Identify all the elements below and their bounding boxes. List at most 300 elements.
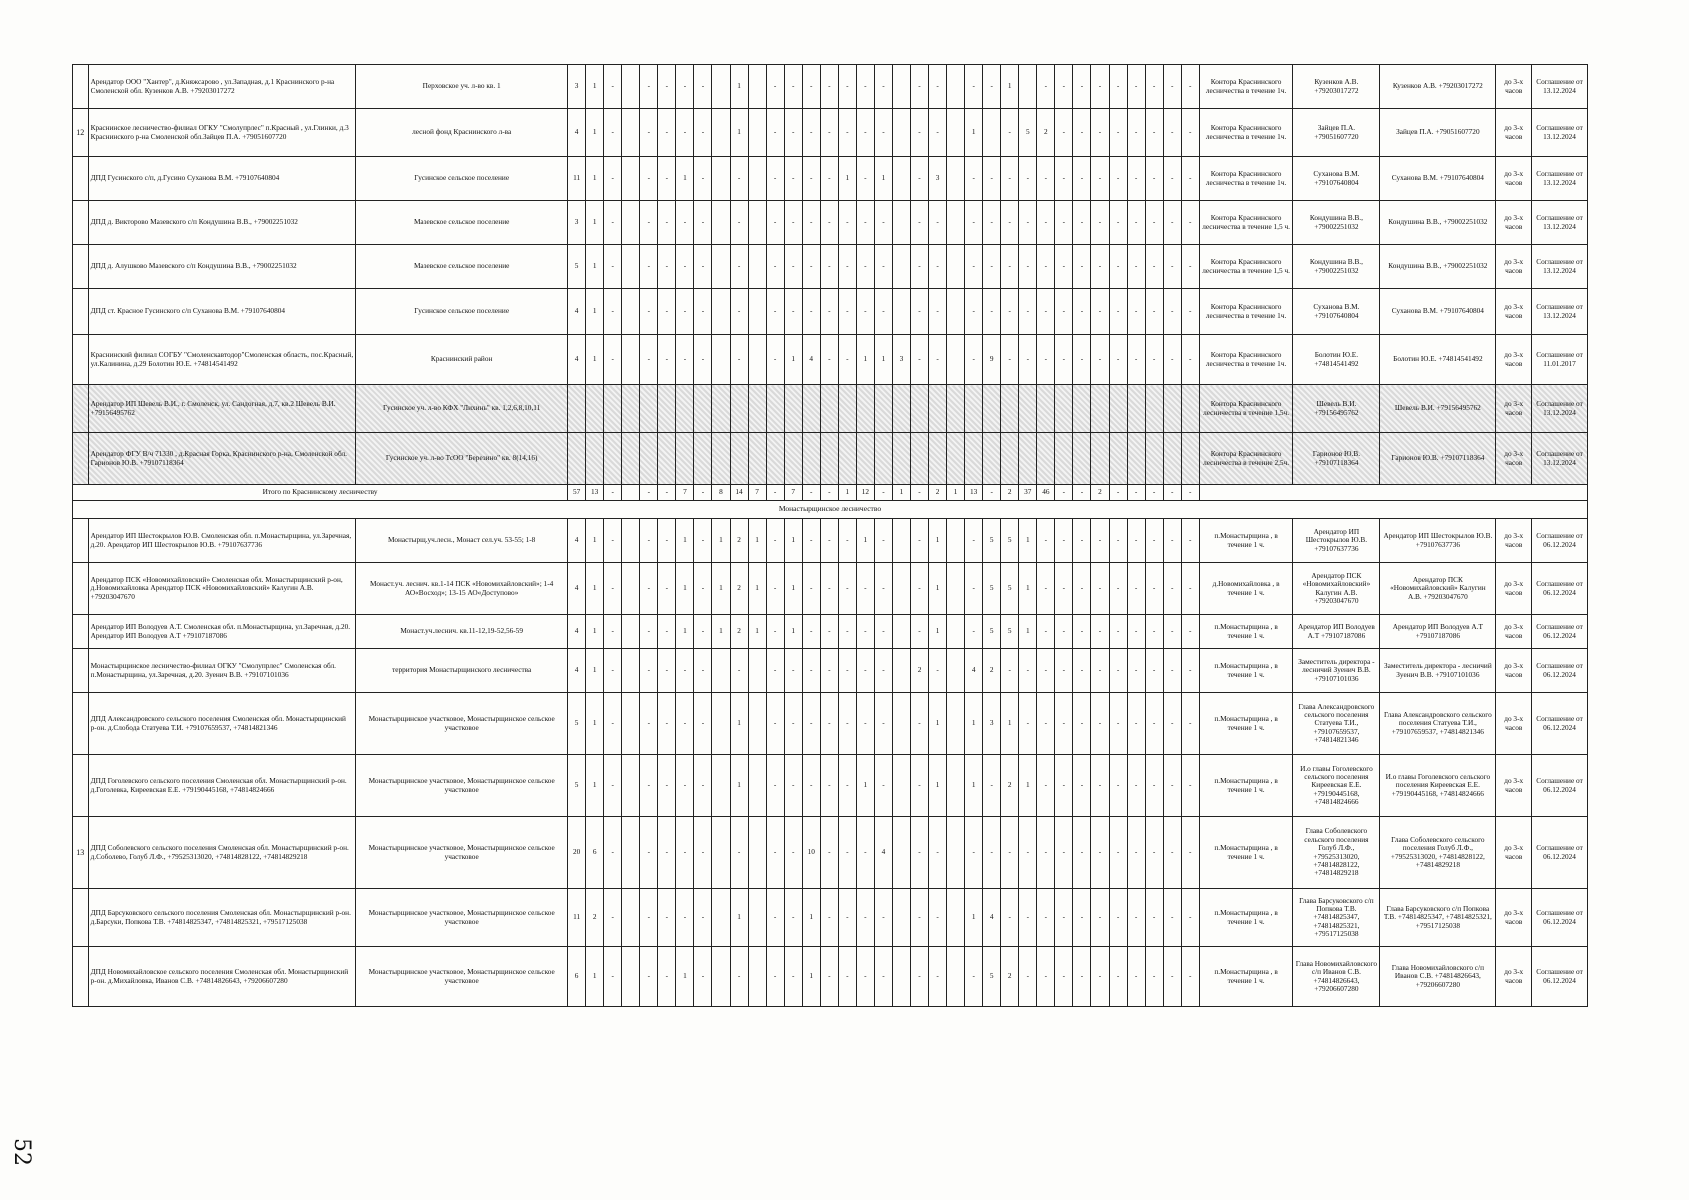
- count-cell: -: [694, 157, 712, 201]
- count-cell: -: [1037, 817, 1055, 889]
- count-cell: -: [1145, 693, 1163, 755]
- count-cell: -: [1091, 519, 1109, 563]
- contact-cell: Кондушина В.В., +79002251032: [1380, 201, 1496, 245]
- count-cell: [892, 433, 910, 485]
- count-cell: -: [929, 817, 947, 889]
- count-cell: 1: [586, 65, 604, 109]
- count-cell: -: [766, 519, 784, 563]
- count-cell: [622, 649, 640, 693]
- count-cell: 1: [1001, 693, 1019, 755]
- count-cell: -: [1019, 693, 1037, 755]
- agreement-cell: Соглашение от 13.12.2024: [1532, 201, 1588, 245]
- count-cell: -: [676, 817, 694, 889]
- count-cell: -: [676, 201, 694, 245]
- count-cell: -: [965, 519, 983, 563]
- count-cell: -: [929, 649, 947, 693]
- count-cell: [586, 433, 604, 485]
- total-cell: -: [658, 485, 676, 501]
- count-cell: -: [1145, 817, 1163, 889]
- count-cell: -: [911, 289, 929, 335]
- count-cell: [1055, 433, 1073, 485]
- count-cell: -: [1163, 65, 1181, 109]
- count-cell: -: [1145, 755, 1163, 817]
- location-cell: Монастырщинское участковое, Монастырщинское сельское участковое: [356, 755, 568, 817]
- count-cell: -: [820, 563, 838, 615]
- count-cell: -: [856, 693, 874, 755]
- table-row: [73, 693, 1588, 755]
- count-cell: [730, 433, 748, 485]
- count-cell: -: [1091, 157, 1109, 201]
- responsible-cell: Глава Барсуковского с/п Попкова Т.В. +74814825347, +74814825321, +79517125038: [1293, 889, 1380, 947]
- count-cell: -: [766, 889, 784, 947]
- count-cell: -: [820, 889, 838, 947]
- count-cell: -: [1127, 289, 1145, 335]
- count-cell: -: [802, 289, 820, 335]
- count-cell: 2: [730, 615, 748, 649]
- count-cell: -: [1001, 245, 1019, 289]
- row-number: [73, 889, 89, 947]
- office-cell: Контора Краснинского лесничества в течение 1ч.: [1199, 109, 1293, 157]
- count-cell: 1: [676, 157, 694, 201]
- count-cell: -: [640, 649, 658, 693]
- count-cell: 5: [1019, 109, 1037, 157]
- count-cell: 1: [730, 65, 748, 109]
- responsible-cell: Глава Александровского сельского поселения Статуева Т.И., +79107659537, +74814821346: [1293, 693, 1380, 755]
- table-row: [73, 649, 1588, 693]
- count-cell: -: [820, 693, 838, 755]
- count-cell: -: [1163, 615, 1181, 649]
- count-cell: -: [694, 615, 712, 649]
- count-cell: [947, 335, 965, 385]
- count-cell: -: [658, 245, 676, 289]
- count-cell: [838, 433, 856, 485]
- count-cell: -: [838, 817, 856, 889]
- count-cell: [947, 385, 965, 433]
- row-number: [73, 385, 89, 433]
- count-cell: -: [730, 947, 748, 1007]
- count-cell: [892, 755, 910, 817]
- count-cell: [892, 201, 910, 245]
- count-cell: -: [983, 755, 1001, 817]
- count-cell: -: [658, 947, 676, 1007]
- count-cell: -: [1145, 109, 1163, 157]
- count-cell: -: [1145, 245, 1163, 289]
- count-cell: -: [1163, 289, 1181, 335]
- count-cell: 4: [568, 649, 586, 693]
- count-cell: 3: [568, 201, 586, 245]
- location-cell: Мазевское сельское поселение: [356, 245, 568, 289]
- count-cell: -: [1145, 201, 1163, 245]
- count-cell: -: [1037, 755, 1055, 817]
- count-cell: -: [1019, 245, 1037, 289]
- count-cell: [820, 385, 838, 433]
- count-cell: 1: [784, 563, 802, 615]
- count-cell: -: [1127, 201, 1145, 245]
- count-cell: [947, 947, 965, 1007]
- count-cell: -: [1181, 201, 1199, 245]
- count-cell: -: [856, 245, 874, 289]
- row-number: [73, 201, 89, 245]
- count-cell: [947, 109, 965, 157]
- count-cell: [712, 65, 730, 109]
- count-cell: 4: [568, 615, 586, 649]
- section-title: Монастырщинское лесничество: [73, 501, 1588, 519]
- agreement-cell: Соглашение от 13.12.2024: [1532, 157, 1588, 201]
- count-cell: [929, 433, 947, 485]
- arrival-time-cell: до 3-х часов: [1496, 563, 1532, 615]
- responsible-cell: Болотин Ю.Е. +74814541492: [1293, 335, 1380, 385]
- count-cell: -: [1163, 947, 1181, 1007]
- count-cell: -: [929, 335, 947, 385]
- count-cell: -: [911, 157, 929, 201]
- count-cell: -: [1127, 817, 1145, 889]
- count-cell: -: [1055, 65, 1073, 109]
- count-cell: [748, 65, 766, 109]
- count-cell: [622, 615, 640, 649]
- count-cell: -: [1073, 65, 1091, 109]
- count-cell: 4: [568, 335, 586, 385]
- contact-cell: Кузенков А.В. +79203017272: [1380, 65, 1496, 109]
- count-cell: -: [640, 335, 658, 385]
- row-number: [73, 755, 89, 817]
- organization-cell: ДПД Александровского сельского поселения Смоленская обл. Монастырщинский р-он. д.Слобода Статуева Т.И. +79107659537, +74814821346: [88, 693, 356, 755]
- count-cell: -: [820, 245, 838, 289]
- location-cell: Монастырщинское участковое, Монастырщинское сельское участковое: [356, 693, 568, 755]
- count-cell: [838, 385, 856, 433]
- count-cell: 5: [983, 615, 1001, 649]
- count-cell: -: [1109, 109, 1127, 157]
- count-cell: [1037, 433, 1055, 485]
- count-cell: -: [929, 65, 947, 109]
- office-cell: Контора Краснинского лесничества в течение 1ч.: [1199, 65, 1293, 109]
- count-cell: -: [1037, 563, 1055, 615]
- count-cell: [784, 433, 802, 485]
- office-cell: п.Монастырщина , в течение 1 ч.: [1199, 649, 1293, 693]
- count-cell: -: [1001, 335, 1019, 385]
- count-cell: -: [1181, 157, 1199, 201]
- count-cell: -: [1073, 335, 1091, 385]
- agreement-cell: Соглашение от 11.01.2017: [1532, 335, 1588, 385]
- agreement-cell: Соглашение от 06.12.2024: [1532, 755, 1588, 817]
- count-cell: [622, 947, 640, 1007]
- count-cell: [622, 245, 640, 289]
- count-cell: -: [676, 693, 694, 755]
- count-cell: -: [1181, 947, 1199, 1007]
- count-cell: -: [874, 519, 892, 563]
- count-cell: -: [820, 109, 838, 157]
- count-cell: -: [838, 201, 856, 245]
- count-cell: -: [1181, 65, 1199, 109]
- count-cell: -: [658, 109, 676, 157]
- count-cell: [892, 649, 910, 693]
- count-cell: 1: [586, 563, 604, 615]
- table-row: [73, 385, 1588, 433]
- total-cell: -: [640, 485, 658, 501]
- count-cell: -: [1037, 157, 1055, 201]
- count-cell: -: [694, 947, 712, 1007]
- count-cell: [947, 615, 965, 649]
- count-cell: -: [1145, 65, 1163, 109]
- count-cell: [748, 245, 766, 289]
- arrival-time-cell: до 3-х часов: [1496, 335, 1532, 385]
- count-cell: [1019, 385, 1037, 433]
- count-cell: [1127, 433, 1145, 485]
- count-cell: -: [874, 649, 892, 693]
- count-cell: [1073, 433, 1091, 485]
- count-cell: -: [1145, 335, 1163, 385]
- count-cell: 2: [911, 649, 929, 693]
- count-cell: [712, 693, 730, 755]
- count-cell: -: [1163, 157, 1181, 201]
- count-cell: 4: [568, 563, 586, 615]
- count-cell: -: [1109, 755, 1127, 817]
- count-cell: -: [820, 201, 838, 245]
- count-cell: [712, 385, 730, 433]
- row-number: [73, 433, 89, 485]
- organization-cell: ДПД Гусинского с/п, д.Гусино Суханова В.М. +79107640804: [88, 157, 356, 201]
- count-cell: [712, 289, 730, 335]
- count-cell: -: [1163, 245, 1181, 289]
- count-cell: -: [820, 755, 838, 817]
- organization-cell: ДПД Барсуковского сельского поселения Смоленская обл. Монастырщинский р-он. д.Барсуки, Попкова Т.В. +74814825347, +74814825321, +79517125038: [88, 889, 356, 947]
- responsible-cell: Арендатор ИП Шестокрылов Ю.В. +79107637736: [1293, 519, 1380, 563]
- count-cell: 3: [892, 335, 910, 385]
- count-cell: 1: [1019, 519, 1037, 563]
- count-cell: [568, 385, 586, 433]
- count-cell: 4: [568, 289, 586, 335]
- count-cell: -: [694, 693, 712, 755]
- arrival-time-cell: до 3-х часов: [1496, 947, 1532, 1007]
- responsible-cell: Глава Соболевского сельского поселения Голуб Л.Ф., +79525313020, +74814828122, +74814829218: [1293, 817, 1380, 889]
- count-cell: -: [1055, 289, 1073, 335]
- count-cell: -: [604, 65, 622, 109]
- count-cell: [892, 817, 910, 889]
- count-cell: 5: [568, 693, 586, 755]
- count-cell: [694, 433, 712, 485]
- count-cell: [892, 693, 910, 755]
- count-cell: -: [983, 817, 1001, 889]
- count-cell: -: [911, 615, 929, 649]
- count-cell: -: [676, 109, 694, 157]
- count-cell: [748, 433, 766, 485]
- count-cell: [712, 201, 730, 245]
- count-cell: [1181, 385, 1199, 433]
- arrival-time-cell: до 3-х часов: [1496, 615, 1532, 649]
- count-cell: -: [802, 201, 820, 245]
- count-cell: -: [658, 157, 676, 201]
- contact-cell: Кондушина В.В., +79002251032: [1380, 245, 1496, 289]
- location-cell: Краснинский район: [356, 335, 568, 385]
- count-cell: -: [1037, 519, 1055, 563]
- count-cell: -: [1163, 755, 1181, 817]
- count-cell: -: [694, 335, 712, 385]
- count-cell: 4: [983, 889, 1001, 947]
- count-cell: -: [1163, 889, 1181, 947]
- count-cell: -: [856, 289, 874, 335]
- count-cell: -: [604, 335, 622, 385]
- arrival-time-cell: до 3-х часов: [1496, 65, 1532, 109]
- count-cell: -: [929, 201, 947, 245]
- table-row: [73, 563, 1588, 615]
- count-cell: [1145, 433, 1163, 485]
- agreement-cell: Соглашение от 06.12.2024: [1532, 563, 1588, 615]
- table-row: [73, 289, 1588, 335]
- count-cell: -: [820, 649, 838, 693]
- count-cell: [1163, 433, 1181, 485]
- total-cell: -: [1109, 485, 1127, 501]
- count-cell: -: [1181, 335, 1199, 385]
- count-cell: -: [929, 289, 947, 335]
- arrival-time-cell: до 3-х часов: [1496, 433, 1532, 485]
- count-cell: -: [1109, 289, 1127, 335]
- count-cell: -: [766, 563, 784, 615]
- count-cell: -: [766, 755, 784, 817]
- count-cell: -: [802, 245, 820, 289]
- count-cell: -: [802, 519, 820, 563]
- count-cell: 5: [983, 563, 1001, 615]
- count-cell: -: [1019, 947, 1037, 1007]
- count-cell: -: [838, 109, 856, 157]
- count-cell: -: [1145, 947, 1163, 1007]
- count-cell: [965, 385, 983, 433]
- table-row: [73, 157, 1588, 201]
- count-cell: [892, 947, 910, 1007]
- count-cell: -: [838, 615, 856, 649]
- count-cell: -: [965, 245, 983, 289]
- organization-cell: ДПД д. Викторово Мазевского с/п Кондушина В.В., +79002251032: [88, 201, 356, 245]
- table-row: [73, 817, 1588, 889]
- count-cell: -: [1037, 289, 1055, 335]
- count-cell: -: [640, 519, 658, 563]
- count-cell: -: [784, 289, 802, 335]
- count-cell: -: [784, 693, 802, 755]
- count-cell: [947, 433, 965, 485]
- row-number: [73, 245, 89, 289]
- count-cell: [965, 433, 983, 485]
- count-cell: -: [802, 649, 820, 693]
- contact-cell: Глава Барсуковского с/п Попкова Т.В. +74814825347, +74814825321, +79517125038: [1380, 889, 1496, 947]
- arrival-time-cell: до 3-х часов: [1496, 289, 1532, 335]
- count-cell: -: [983, 289, 1001, 335]
- count-cell: -: [694, 65, 712, 109]
- count-cell: -: [1055, 519, 1073, 563]
- location-cell: Монастырщ.уч.лесн., Монаст сел.уч. 53-55; 1-8: [356, 519, 568, 563]
- count-cell: -: [694, 519, 712, 563]
- count-cell: 1: [748, 519, 766, 563]
- count-cell: [892, 563, 910, 615]
- contact-cell: Болотин Ю.Е. +74814541492: [1380, 335, 1496, 385]
- count-cell: -: [604, 563, 622, 615]
- count-cell: -: [1001, 289, 1019, 335]
- count-cell: [892, 109, 910, 157]
- count-cell: 4: [874, 817, 892, 889]
- count-cell: 2: [983, 649, 1001, 693]
- count-cell: -: [1109, 817, 1127, 889]
- count-cell: 1: [929, 563, 947, 615]
- count-cell: -: [874, 65, 892, 109]
- count-cell: -: [874, 245, 892, 289]
- count-cell: [748, 385, 766, 433]
- count-cell: -: [838, 335, 856, 385]
- row-number: [73, 289, 89, 335]
- agreement-cell: Соглашение от 06.12.2024: [1532, 615, 1588, 649]
- count-cell: -: [784, 947, 802, 1007]
- count-cell: -: [604, 245, 622, 289]
- count-cell: -: [1037, 947, 1055, 1007]
- count-cell: [712, 335, 730, 385]
- total-cell: 46: [1037, 485, 1055, 501]
- count-cell: -: [1163, 649, 1181, 693]
- row-number: [73, 563, 89, 615]
- count-cell: -: [640, 65, 658, 109]
- count-cell: -: [604, 201, 622, 245]
- arrival-time-cell: до 3-х часов: [1496, 385, 1532, 433]
- count-cell: [983, 109, 1001, 157]
- organization-cell: ДПД Гоголевского сельского поселения Смоленская обл. Монастырщинский р-он. д.Гоголевка, Киреевская Е.Е. +79190445168, +74814824666: [88, 755, 356, 817]
- arrival-time-cell: до 3-х часов: [1496, 519, 1532, 563]
- location-cell: Гусинское сельское поселение: [356, 289, 568, 335]
- count-cell: [676, 433, 694, 485]
- section-header-row: [73, 501, 1588, 519]
- office-cell: д.Новомихайловка , в течение 1 ч.: [1199, 563, 1293, 615]
- count-cell: -: [1109, 65, 1127, 109]
- total-cell: -: [1163, 485, 1181, 501]
- total-cell: 12: [856, 485, 874, 501]
- count-cell: -: [694, 109, 712, 157]
- count-cell: -: [676, 889, 694, 947]
- count-cell: -: [1019, 889, 1037, 947]
- responsible-cell: Кондушина В.В., +79002251032: [1293, 201, 1380, 245]
- count-cell: -: [1055, 335, 1073, 385]
- count-cell: -: [1037, 201, 1055, 245]
- count-cell: [1091, 385, 1109, 433]
- count-cell: 5: [1001, 563, 1019, 615]
- organization-cell: Арендатор ИП Володуев А.Т. Смоленская обл. п.Монастырщина, ул.Заречная, д.20. Арендатор ИП Володуев А.Т +79107187086: [88, 615, 356, 649]
- count-cell: -: [1163, 563, 1181, 615]
- count-cell: 1: [712, 563, 730, 615]
- count-cell: 4: [568, 519, 586, 563]
- count-cell: -: [1073, 889, 1091, 947]
- count-cell: -: [874, 615, 892, 649]
- count-cell: [1001, 385, 1019, 433]
- count-cell: -: [1019, 157, 1037, 201]
- responsible-cell: Глава Новомихайловского с/п Иванов С.В. +74814826643, +79206607280: [1293, 947, 1380, 1007]
- count-cell: -: [640, 615, 658, 649]
- count-cell: -: [965, 817, 983, 889]
- count-cell: [1091, 433, 1109, 485]
- count-cell: -: [911, 65, 929, 109]
- count-cell: -: [1055, 201, 1073, 245]
- count-cell: -: [676, 289, 694, 335]
- count-cell: -: [1055, 109, 1073, 157]
- count-cell: [947, 245, 965, 289]
- total-cell: -: [1181, 485, 1199, 501]
- count-cell: -: [1037, 245, 1055, 289]
- count-cell: 1: [586, 157, 604, 201]
- count-cell: -: [1145, 157, 1163, 201]
- count-cell: [622, 693, 640, 755]
- count-cell: [929, 385, 947, 433]
- count-cell: 1: [586, 947, 604, 1007]
- count-cell: -: [604, 947, 622, 1007]
- count-cell: [748, 157, 766, 201]
- count-cell: -: [1019, 335, 1037, 385]
- count-cell: -: [1091, 335, 1109, 385]
- location-cell: Монаст.уч. леснич. кв.1-14 ПСК «Новомихайловский»; 1-4 АО«Восход»; 13-15 АО«Доступово»: [356, 563, 568, 615]
- contact-cell: Суханова В.М. +79107640804: [1380, 289, 1496, 335]
- count-cell: -: [1181, 817, 1199, 889]
- total-cell: -: [604, 485, 622, 501]
